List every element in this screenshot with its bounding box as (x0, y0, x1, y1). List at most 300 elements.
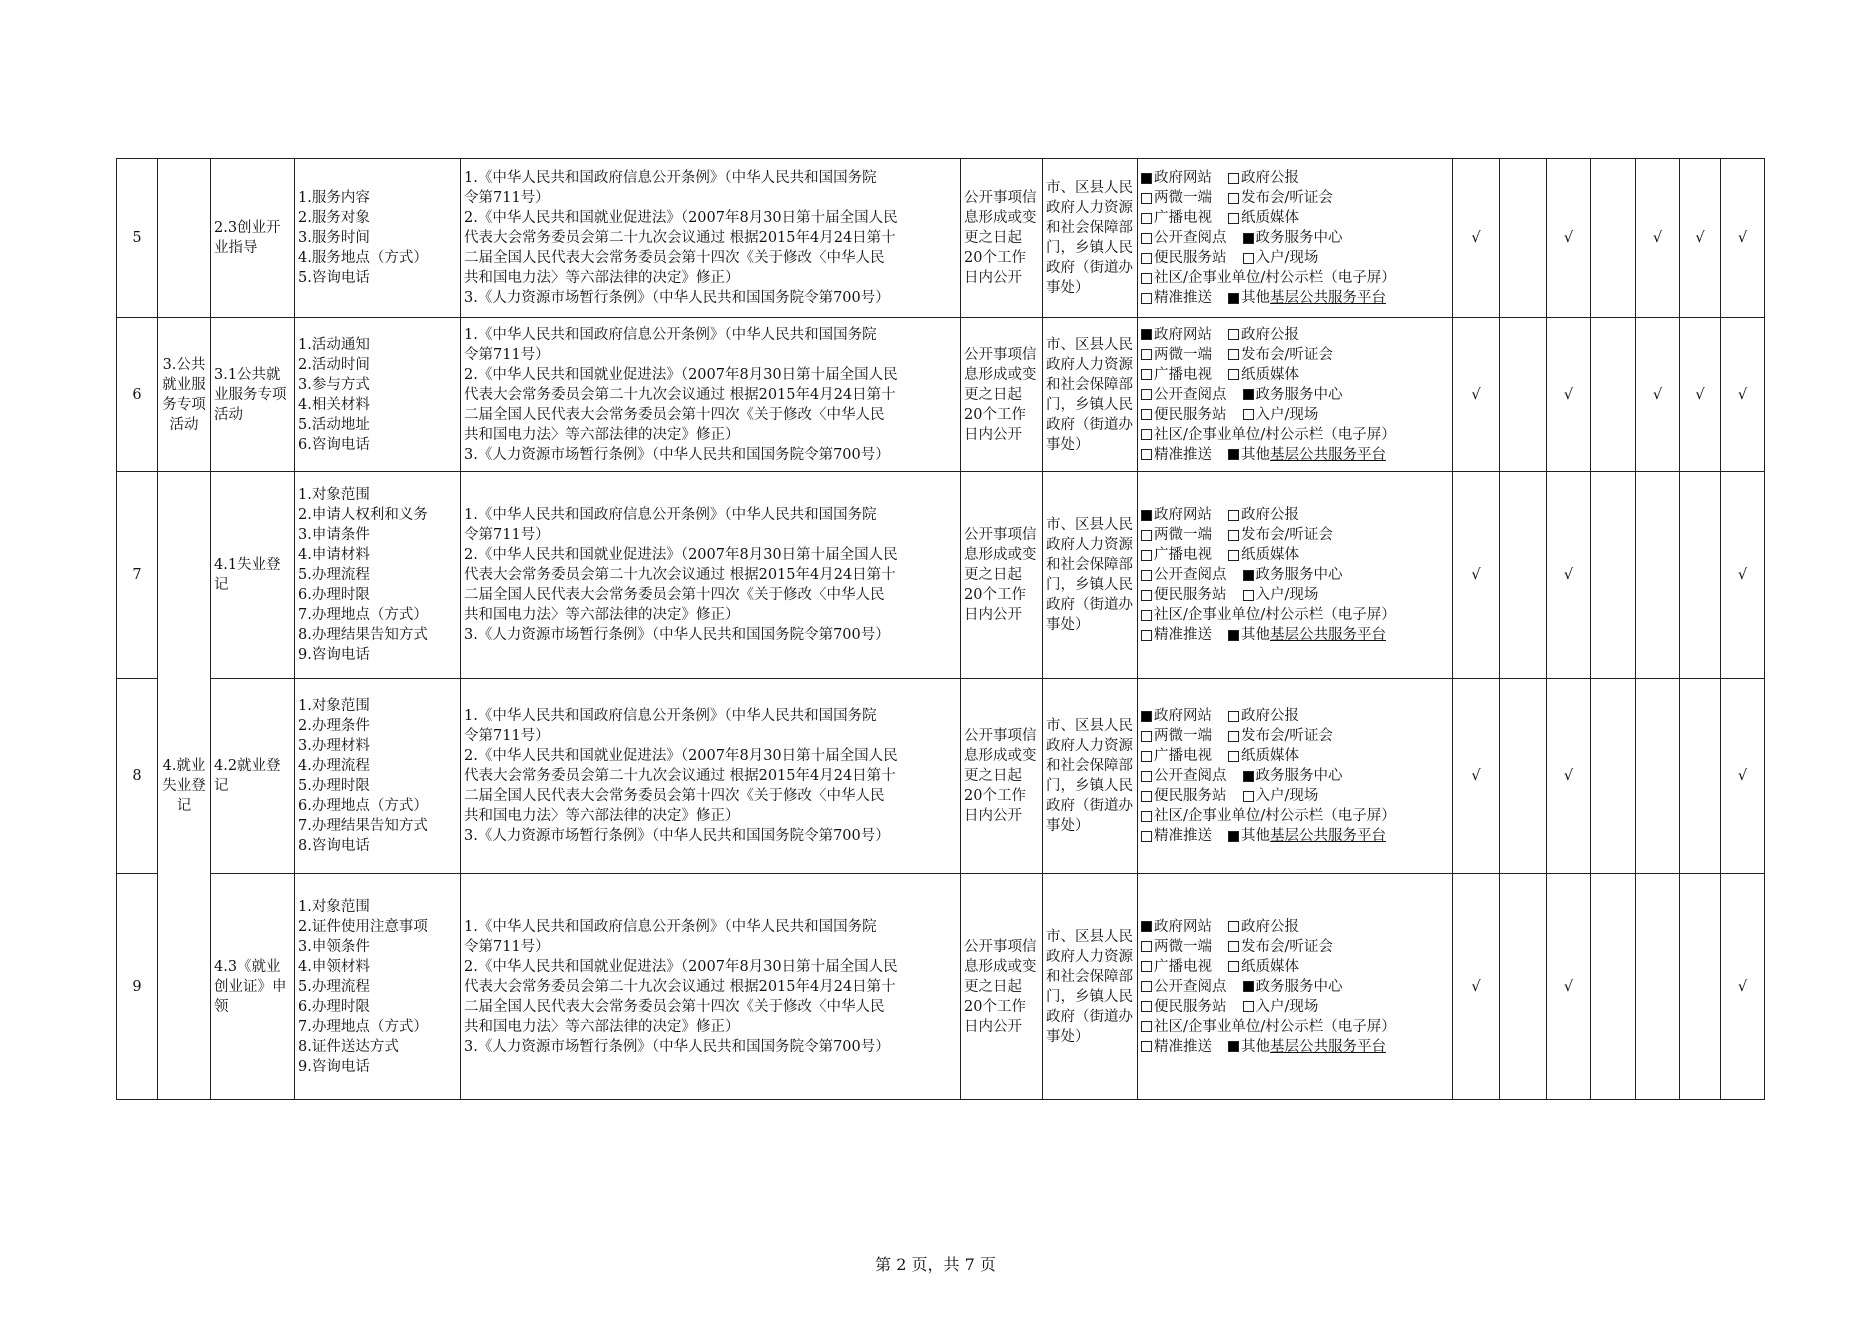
content-item: 3.服务时间 (298, 230, 370, 246)
content-item: 3.申领条件 (298, 938, 370, 955)
basis-line: 1.《中华人民共和国政府信息公开条例》（中华人民共和国国务院 (464, 708, 877, 724)
unchecked-box-icon (1243, 590, 1254, 601)
check-mark-cell (1591, 472, 1636, 679)
channel-option (1243, 997, 1319, 1017)
content-item: 4.相关材料 (298, 396, 370, 413)
channel-option (1228, 826, 1386, 846)
channel-label: 发布会/听证会 (1241, 728, 1333, 744)
channel-option (1141, 585, 1227, 605)
checked-box-icon (1141, 921, 1152, 932)
channel-line (1141, 248, 1449, 268)
channel-option (1141, 208, 1212, 228)
checked-box-icon (1228, 831, 1239, 842)
channel-label: 入户/现场 (1255, 998, 1319, 1015)
channel-label: 公开查阅点 (1154, 978, 1227, 995)
time-limit-cell: 公开事项信息形成或变更之日起20个工作日内公开 (961, 679, 1043, 874)
category-cell (158, 159, 211, 318)
channel-option (1243, 977, 1343, 997)
check-mark-cell (1636, 679, 1680, 874)
channel-option (1228, 208, 1299, 228)
channel-line (1141, 917, 1449, 937)
content-list (295, 159, 461, 318)
content-item: 4.办理流程 (298, 758, 370, 774)
unchecked-box-icon (1141, 731, 1152, 742)
check-mark-cell: √ (1721, 874, 1765, 1100)
unchecked-box-icon (1141, 590, 1152, 601)
unchecked-box-icon (1141, 831, 1152, 842)
basis-line: 共和国电力法〉等六部法律的决定》修正） (464, 270, 740, 286)
unchecked-box-icon (1228, 213, 1239, 224)
check-mark-cell (1591, 679, 1636, 874)
channel-label: 其他 (1241, 627, 1270, 643)
channel-label: 社区/企事业单位/村公示栏（电子屏） (1154, 426, 1396, 443)
unchecked-box-icon (1228, 510, 1239, 521)
content-item: 5.办理流程 (298, 567, 370, 583)
unchecked-box-icon (1141, 233, 1152, 244)
unchecked-box-icon (1228, 369, 1239, 380)
basis-line: 二届全国人民代表大会常务委员会第十四次《关于修改〈中华人民 (464, 587, 885, 603)
unchecked-box-icon (1141, 751, 1152, 762)
channel-label: 纸质媒体 (1241, 210, 1299, 226)
channel-label: 政府网站 (1154, 708, 1212, 724)
time-limit-cell: 公开事项信息形成或变更之日起20个工作日内公开 (961, 472, 1043, 679)
unchecked-box-icon (1141, 981, 1152, 992)
content-item: 8.咨询电话 (298, 838, 370, 854)
channel-option (1141, 826, 1212, 846)
content-item: 4.申领材料 (298, 958, 370, 975)
checked-box-icon (1243, 570, 1254, 581)
content-item: 1.服务内容 (298, 190, 370, 206)
check-mark-cell: √ (1680, 318, 1721, 472)
unchecked-box-icon (1228, 941, 1239, 952)
channel-line (1141, 505, 1449, 525)
channel-option (1141, 325, 1212, 345)
unchecked-box-icon (1141, 530, 1152, 541)
channel-line (1141, 746, 1449, 766)
content-item: 2.办理条件 (298, 718, 370, 734)
disclosure-channels (1138, 472, 1453, 679)
channel-label: 社区/企事业单位/村公示栏（电子屏） (1154, 270, 1396, 286)
basis-line: 1.《中华人民共和国政府信息公开条例》（中华人民共和国国务院 (464, 507, 877, 523)
content-item: 3.参与方式 (298, 376, 370, 393)
channel-line (1141, 545, 1449, 565)
channel-option (1243, 565, 1343, 585)
content-item: 9.咨询电话 (298, 1058, 370, 1075)
channel-option (1141, 605, 1396, 625)
table-row (117, 874, 1765, 1100)
checked-box-icon (1243, 981, 1254, 992)
channel-option (1228, 525, 1333, 545)
channel-label: 其他 (1241, 290, 1270, 306)
channel-option (1141, 1017, 1396, 1037)
unchecked-box-icon (1141, 1041, 1152, 1052)
time-limit-cell: 公开事项信息形成或变更之日起20个工作日内公开 (961, 318, 1043, 472)
check-mark-cell: √ (1547, 874, 1591, 1100)
channel-option (1228, 365, 1299, 385)
basis-line: 共和国电力法〉等六部法律的决定》修正） (464, 808, 740, 824)
check-mark-cell (1680, 679, 1721, 874)
check-mark-cell (1500, 318, 1547, 472)
channel-option (1228, 1037, 1386, 1057)
channel-option (1141, 565, 1227, 585)
channel-option (1141, 625, 1212, 645)
channel-label: 精准推送 (1154, 290, 1212, 306)
unchecked-box-icon (1141, 630, 1152, 641)
channel-label: 政府网站 (1154, 170, 1212, 186)
unchecked-box-icon (1141, 253, 1152, 264)
channel-label: 政务服务中心 (1255, 978, 1343, 995)
checked-box-icon (1228, 293, 1239, 304)
content-list (295, 874, 461, 1100)
disclosure-table (116, 158, 1765, 1100)
row-number: 8 (117, 679, 158, 874)
channel-option (1141, 268, 1396, 288)
channel-option (1141, 786, 1227, 806)
channel-label: 政府网站 (1154, 326, 1212, 343)
content-item: 6.办理时限 (298, 587, 370, 603)
unchecked-box-icon (1228, 193, 1239, 204)
channel-option (1228, 325, 1299, 345)
content-item: 5.办理流程 (298, 978, 370, 995)
content-list (295, 318, 461, 472)
channel-option (1243, 585, 1319, 605)
content-item: 5.活动地址 (298, 416, 370, 433)
channel-label: 广播电视 (1154, 958, 1212, 975)
channel-label: 便民服务站 (1154, 788, 1227, 804)
channel-label: 广播电视 (1154, 366, 1212, 383)
channel-option (1228, 937, 1333, 957)
unchecked-box-icon (1141, 941, 1152, 952)
unchecked-box-icon (1141, 389, 1152, 400)
channel-line (1141, 605, 1449, 625)
basis-line: 3.《人力资源市场暂行条例》（中华人民共和国国务院令第700号） (464, 828, 890, 844)
unchecked-box-icon (1141, 293, 1152, 304)
channel-option (1141, 1037, 1212, 1057)
unchecked-box-icon (1228, 550, 1239, 561)
category-cell: 3.公共就业服务专项活动 (158, 318, 211, 472)
table-body (117, 159, 1765, 1100)
channel-line (1141, 1037, 1449, 1057)
unchecked-box-icon (1228, 349, 1239, 360)
disclosure-channels (1138, 318, 1453, 472)
unchecked-box-icon (1141, 429, 1152, 440)
content-item: 5.咨询电话 (298, 270, 370, 286)
channel-option (1228, 706, 1299, 726)
channel-option (1141, 425, 1396, 445)
channel-option (1228, 345, 1333, 365)
time-limit-cell: 公开事项信息形成或变更之日起20个工作日内公开 (961, 874, 1043, 1100)
channel-label: 精准推送 (1154, 828, 1212, 844)
channel-option (1243, 766, 1343, 786)
basis-line: 令第711号） (464, 527, 550, 543)
channel-label: 社区/企事业单位/村公示栏（电子屏） (1154, 607, 1396, 623)
unchecked-box-icon (1228, 961, 1239, 972)
channel-line (1141, 957, 1449, 977)
content-item: 2.证件使用注意事项 (298, 918, 428, 935)
check-mark-cell (1680, 874, 1721, 1100)
channel-label: 入户/现场 (1255, 406, 1319, 423)
channel-line (1141, 228, 1449, 248)
channel-label: 精准推送 (1154, 446, 1212, 463)
channel-option (1228, 917, 1299, 937)
channel-label: 两微一端 (1154, 190, 1212, 206)
channel-label: 公开查阅点 (1154, 230, 1227, 246)
row-number: 9 (117, 874, 158, 1100)
channel-line (1141, 345, 1449, 365)
basis-line: 2.《中华人民共和国就业促进法》（2007年8月30日第十届全国人民 (464, 748, 898, 764)
channel-label: 政府公报 (1241, 170, 1299, 186)
basis-line: 令第711号） (464, 190, 550, 206)
content-item: 6.办理时限 (298, 998, 370, 1015)
channel-label: 两微一端 (1154, 527, 1212, 543)
channel-option (1228, 288, 1386, 308)
check-mark-cell: √ (1453, 159, 1500, 318)
channel-line (1141, 208, 1449, 228)
basis-line: 代表大会常务委员会第二十九次会议通过 根据2015年4月24日第十 (464, 386, 896, 403)
channel-label: 发布会/听证会 (1241, 190, 1333, 206)
check-mark-cell: √ (1721, 318, 1765, 472)
check-mark-cell (1500, 874, 1547, 1100)
channel-line (1141, 325, 1449, 345)
content-item: 2.服务对象 (298, 210, 370, 226)
channel-label: 社区/企事业单位/村公示栏（电子屏） (1154, 808, 1396, 824)
unchecked-box-icon (1141, 791, 1152, 802)
checked-box-icon (1141, 711, 1152, 722)
channel-label: 政府网站 (1154, 507, 1212, 523)
unchecked-box-icon (1228, 711, 1239, 722)
time-limit-cell: 公开事项信息形成或变更之日起20个工作日内公开 (961, 159, 1043, 318)
channel-label: 广播电视 (1154, 748, 1212, 764)
channel-label: 公开查阅点 (1154, 567, 1227, 583)
channel-label: 两微一端 (1154, 938, 1212, 955)
content-item: 2.活动时间 (298, 356, 370, 373)
basis-line: 代表大会常务委员会第二十九次会议通过 根据2015年4月24日第十 (464, 768, 896, 784)
check-mark-cell: √ (1547, 159, 1591, 318)
channel-line (1141, 1017, 1449, 1037)
checked-box-icon (1141, 329, 1152, 340)
channel-option (1228, 505, 1299, 525)
legal-basis (461, 472, 961, 679)
page-footer: 第 2 页，共 7 页 (875, 1255, 996, 1274)
content-item: 1.对象范围 (298, 487, 370, 503)
unchecked-box-icon (1141, 1021, 1152, 1032)
channel-option (1228, 445, 1386, 465)
channel-line (1141, 565, 1449, 585)
channel-line (1141, 585, 1449, 605)
content-item: 2.申请人权利和义务 (298, 507, 428, 523)
subcategory-cell: 4.2就业登记 (211, 679, 295, 874)
content-list (295, 679, 461, 874)
check-mark-cell: √ (1680, 159, 1721, 318)
unchecked-box-icon (1141, 771, 1152, 782)
channel-option (1141, 248, 1227, 268)
channel-option (1228, 168, 1299, 188)
channel-label: 两微一端 (1154, 728, 1212, 744)
content-item: 3.申请条件 (298, 527, 370, 543)
check-mark-cell: √ (1453, 679, 1500, 874)
channel-option (1141, 405, 1227, 425)
subject-cell: 市、区县人民政府人力资源和社会保障部门，乡镇人民政府（街道办事处） (1043, 874, 1138, 1100)
channel-label: 发布会/听证会 (1241, 527, 1333, 543)
channel-label: 便民服务站 (1154, 406, 1227, 423)
table-row (117, 679, 1765, 874)
channel-label: 其他 (1241, 1038, 1270, 1055)
channel-option (1141, 385, 1227, 405)
checked-box-icon (1243, 233, 1254, 244)
check-mark-cell (1500, 679, 1547, 874)
channel-label: 政务服务中心 (1255, 567, 1343, 583)
basis-line: 二届全国人民代表大会常务委员会第十四次《关于修改〈中华人民 (464, 250, 885, 266)
channel-option (1141, 977, 1227, 997)
channel-option (1141, 365, 1212, 385)
channel-option (1228, 625, 1386, 645)
checked-box-icon (1141, 510, 1152, 521)
channel-option (1141, 806, 1396, 826)
channel-line (1141, 997, 1449, 1017)
channel-label: 发布会/听证会 (1241, 938, 1333, 955)
channel-label: 政府网站 (1154, 918, 1212, 935)
basis-line: 共和国电力法〉等六部法律的决定》修正） (464, 1018, 740, 1035)
basis-line: 1.《中华人民共和国政府信息公开条例》（中华人民共和国国务院 (464, 918, 877, 935)
channel-option (1243, 228, 1343, 248)
check-mark-cell (1500, 159, 1547, 318)
channel-option (1141, 345, 1212, 365)
checked-box-icon (1243, 771, 1254, 782)
basis-line: 二届全国人民代表大会常务委员会第十四次《关于修改〈中华人民 (464, 406, 885, 423)
channel-option (1243, 405, 1319, 425)
content-item: 5.办理时限 (298, 778, 370, 794)
basis-line: 2.《中华人民共和国就业促进法》（2007年8月30日第十届全国人民 (464, 210, 898, 226)
channel-option (1141, 168, 1212, 188)
legal-basis (461, 159, 961, 318)
channel-label: 精准推送 (1154, 1038, 1212, 1055)
unchecked-box-icon (1141, 369, 1152, 380)
channel-line (1141, 766, 1449, 786)
channel-other-text: 基层公共服务平台 (1270, 290, 1386, 306)
basis-line: 代表大会常务委员会第二十九次会议通过 根据2015年4月24日第十 (464, 567, 896, 583)
unchecked-box-icon (1243, 1001, 1254, 1012)
unchecked-box-icon (1141, 1001, 1152, 1012)
basis-line: 令第711号） (464, 938, 550, 955)
row-number: 5 (117, 159, 158, 318)
channel-label: 公开查阅点 (1154, 768, 1227, 784)
unchecked-box-icon (1141, 550, 1152, 561)
basis-line: 二届全国人民代表大会常务委员会第十四次《关于修改〈中华人民 (464, 998, 885, 1015)
channel-label: 政府公报 (1241, 708, 1299, 724)
row-number: 6 (117, 318, 158, 472)
content-list (295, 472, 461, 679)
channel-label: 政府公报 (1241, 507, 1299, 523)
channel-line (1141, 806, 1449, 826)
unchecked-box-icon (1141, 409, 1152, 420)
checked-box-icon (1228, 630, 1239, 641)
unchecked-box-icon (1243, 791, 1254, 802)
channel-other-text: 基层公共服务平台 (1270, 446, 1386, 463)
channel-label: 纸质媒体 (1241, 366, 1299, 383)
channel-line (1141, 726, 1449, 746)
checked-box-icon (1228, 449, 1239, 460)
channel-label: 社区/企事业单位/村公示栏（电子屏） (1154, 1018, 1396, 1035)
check-mark-cell: √ (1453, 874, 1500, 1100)
channel-label: 纸质媒体 (1241, 547, 1299, 563)
channel-label: 精准推送 (1154, 627, 1212, 643)
basis-line: 2.《中华人民共和国就业促进法》（2007年8月30日第十届全国人民 (464, 366, 898, 383)
channel-option (1243, 385, 1343, 405)
channel-option (1243, 786, 1319, 806)
channel-label: 政府公报 (1241, 918, 1299, 935)
legal-basis (461, 874, 961, 1100)
channel-label: 两微一端 (1154, 346, 1212, 363)
table-row (117, 318, 1765, 472)
channel-label: 纸质媒体 (1241, 748, 1299, 764)
channel-label: 政务服务中心 (1255, 230, 1343, 246)
content-item: 6.办理地点（方式） (298, 798, 428, 814)
check-mark-cell: √ (1453, 318, 1500, 472)
disclosure-channels (1138, 679, 1453, 874)
content-item: 8.办理结果告知方式 (298, 627, 428, 643)
channel-label: 发布会/听证会 (1241, 346, 1333, 363)
channel-option (1228, 726, 1333, 746)
channel-option (1141, 445, 1212, 465)
basis-line: 共和国电力法〉等六部法律的决定》修正） (464, 426, 740, 443)
channel-label: 便民服务站 (1154, 587, 1227, 603)
basis-line: 3.《人力资源市场暂行条例》（中华人民共和国国务院令第700号） (464, 290, 890, 306)
channel-label: 入户/现场 (1255, 587, 1319, 603)
legal-basis (461, 318, 961, 472)
content-item: 7.办理地点（方式） (298, 607, 428, 623)
unchecked-box-icon (1228, 173, 1239, 184)
unchecked-box-icon (1141, 570, 1152, 581)
channel-other-text: 基层公共服务平台 (1270, 627, 1386, 643)
channel-label: 广播电视 (1154, 210, 1212, 226)
unchecked-box-icon (1141, 349, 1152, 360)
check-mark-cell (1500, 472, 1547, 679)
legal-basis (461, 679, 961, 874)
channel-other-text: 基层公共服务平台 (1270, 1038, 1386, 1055)
basis-line: 二届全国人民代表大会常务委员会第十四次《关于修改〈中华人民 (464, 788, 885, 804)
channel-option (1141, 545, 1212, 565)
basis-line: 令第711号） (464, 346, 550, 363)
channel-option (1243, 248, 1319, 268)
unchecked-box-icon (1228, 731, 1239, 742)
channel-option (1141, 228, 1227, 248)
basis-line: 3.《人力资源市场暂行条例》（中华人民共和国国务院令第700号） (464, 627, 890, 643)
channel-line (1141, 625, 1449, 645)
channel-option (1141, 505, 1212, 525)
channel-option (1228, 188, 1333, 208)
check-mark-cell: √ (1636, 318, 1680, 472)
check-mark-cell: √ (1547, 679, 1591, 874)
channel-line (1141, 977, 1449, 997)
channel-option (1141, 706, 1212, 726)
channel-option (1141, 917, 1212, 937)
unchecked-box-icon (1243, 253, 1254, 264)
check-mark-cell (1636, 472, 1680, 679)
unchecked-box-icon (1243, 409, 1254, 420)
channel-line (1141, 826, 1449, 846)
channel-label: 其他 (1241, 828, 1270, 844)
unchecked-box-icon (1141, 961, 1152, 972)
channel-line (1141, 188, 1449, 208)
basis-line: 代表大会常务委员会第二十九次会议通过 根据2015年4月24日第十 (464, 978, 896, 995)
check-mark-cell: √ (1453, 472, 1500, 679)
unchecked-box-icon (1228, 329, 1239, 340)
channel-label: 广播电视 (1154, 547, 1212, 563)
content-item: 6.咨询电话 (298, 436, 370, 453)
check-mark-cell (1591, 874, 1636, 1100)
channel-line (1141, 268, 1449, 288)
basis-line: 3.《人力资源市场暂行条例》（中华人民共和国国务院令第700号） (464, 1038, 890, 1055)
